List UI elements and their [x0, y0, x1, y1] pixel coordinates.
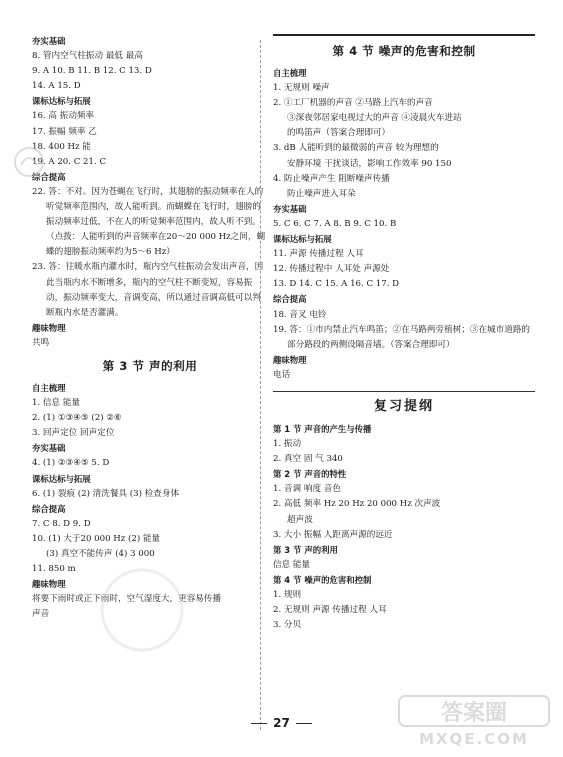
- answer-line: 8. 管内空气柱振动 最低 最高: [32, 51, 143, 62]
- section-heading: 课标达标与拓展: [32, 96, 91, 107]
- answer-line: 2. 真空 固 气 340: [273, 454, 343, 465]
- answer-line: 的鸣笛声（答案合理即可）: [287, 128, 391, 139]
- answer-line: 5. C 6. C 7. A 8. B 9. C 10. B: [273, 218, 397, 229]
- answer-line: 1. 无规则 噪声: [273, 83, 330, 94]
- answer-line: 电话: [273, 369, 291, 380]
- section-heading: 夯实基础: [32, 36, 66, 46]
- answer-line: 2. 无规则 声源 传播过程 人耳: [273, 605, 387, 616]
- left-column: [32, 34, 268, 622]
- section-heading: 课标达标与拓展: [32, 473, 91, 484]
- right-column: [273, 34, 535, 633]
- answer-line: 14. A 15. D: [32, 81, 81, 92]
- section-heading: 第 4 节 噪声的危害和控制: [273, 574, 372, 585]
- stamp-icon: [12, 145, 46, 179]
- answer-line: (3) 真空不能传声 (4) 3 000: [46, 549, 155, 559]
- section-heading: 综合提高: [273, 294, 307, 305]
- answer-line: 2. 高低 频率 Hz 20 Hz 20 000 Hz 次声波: [273, 499, 441, 510]
- answer-line: 1. 信息 能量: [32, 398, 81, 409]
- answer-line: 2. ①工厂机器的声音 ②马路上汽车的声音: [273, 98, 433, 109]
- watermark: [395, 690, 555, 750]
- answer-line: 1. 振动: [273, 439, 302, 450]
- answer-line: 超声波: [287, 514, 313, 525]
- section-heading: 综合提高: [32, 171, 66, 182]
- answer-line: 3. 回声定位 回声定位: [32, 428, 115, 439]
- watermark-sub-text: MXQE.COM: [419, 730, 529, 748]
- chapter-title: 第 3 节 声的利用: [102, 358, 198, 373]
- answer-paragraph: 23. 答：往暖水瓶内灌水时，瓶内空气柱振动会发出声音，因此当瓶内水不断增多，瓶内的空气柱不断变短，容易振动，振动频率变大，音调变高，所以通过音调高低可以判断瓶内水是否灌满。: [32, 262, 264, 318]
- answer-paragraph: 19. 答：①市内禁止汽车鸣笛；②在马路两旁植树；③在城市道路的部分路段的两侧设隔音墙。（答案合理即可）: [273, 324, 531, 350]
- answer-paragraph: 22. 答：不对。因为苍蝇在飞行时，其翅膀的振动频率在人的听觉频率范围内，故人能听到。而蝴蝶在飞行时，翅膀的振动频率过低，不在人的听觉频率范围内，故人听不到。（点拨：人能听到的声音频率在20～20 000 Hz之间，蝴蝶的翅膀振动频率约为5～6 Hz）: [32, 186, 266, 258]
- chapter-title: 第 4 节 噪声的危害和控制: [332, 44, 476, 58]
- answer-line: 将要下雨时或正下雨时，空气湿度大，更容易传播: [32, 594, 222, 605]
- review-outline-title: 复习提纲: [273, 391, 535, 422]
- answer-line: 9. A 10. B 11. B 12. C 13. D: [32, 66, 152, 77]
- answer-line: 3. 大小 振幅 人距离声源的远近: [273, 529, 393, 540]
- answer-line: 13. D 14. C 15. A 16. C 17. D: [273, 279, 400, 290]
- answer-line: 16. 高 振动频率: [32, 111, 95, 122]
- section-heading: 夯实基础: [32, 443, 66, 454]
- section-heading: 第 3 节 声的利用: [273, 544, 338, 555]
- answer-line: 19. A 20. C 21. C: [32, 156, 107, 167]
- answer-line: 4. 防止噪声产生 阻断噪声传播: [273, 173, 390, 184]
- answer-line: 6. (1) 裂痕 (2) 清洗餐具 (3) 检查身体: [32, 488, 180, 499]
- answer-line: 10. (1) 大于20 000 Hz (2) 能量: [32, 533, 161, 544]
- answer-line: 7. C 8. D 9. D: [32, 518, 91, 529]
- answer-line: 18. 400 Hz 能: [32, 141, 91, 152]
- watermark-logo-icon: [395, 690, 555, 750]
- answer-line: 安静环境 干扰谈话，影响工作效率 90 150: [287, 158, 452, 169]
- answer-line: 信息 能量: [273, 559, 311, 570]
- answer-line: 11. 声源 传播过程 人耳: [273, 249, 364, 260]
- answer-line: 2. (1) ①③④⑤ (2) ②⑥: [32, 413, 122, 424]
- watermark-main-text: 答案圈: [440, 701, 508, 726]
- section-heading: 课标达标与拓展: [273, 234, 332, 245]
- answer-line: 11. 850 m: [32, 564, 76, 575]
- answer-line: 防止噪声进入耳朵: [287, 188, 356, 199]
- section-heading: 趣味物理: [273, 354, 307, 365]
- answer-line: ③深夜邻居家电视过大的声音 ④凌晨火车进站: [287, 113, 462, 124]
- answer-line: 共鸣: [32, 337, 50, 348]
- answer-line: 1. 规则: [273, 590, 302, 600]
- answer-line: 12. 传播过程中 人耳处 声源处: [273, 264, 390, 275]
- column-divider: [260, 40, 261, 730]
- answer-line: 4. (1) ②③④⑤ 5. D: [32, 458, 110, 469]
- answer-line: 3. 分贝: [273, 620, 302, 631]
- section-heading: 第 1 节 声音的产生与传播: [273, 423, 372, 434]
- page-number-text: 27: [273, 716, 290, 730]
- faint-logo-icon: [92, 560, 192, 660]
- answer-line: 18. 音叉 电铃: [273, 309, 327, 320]
- section-heading: 自主梳理: [32, 382, 66, 393]
- section-heading: 趣味物理: [32, 579, 66, 590]
- answer-line: 1. 音调 响度 音色: [273, 484, 341, 495]
- section-heading: 趣味物理: [32, 322, 66, 333]
- section-heading: 自主梳理: [273, 68, 307, 78]
- section-heading: 夯实基础: [273, 203, 307, 214]
- answer-line: 声音: [32, 609, 50, 620]
- section-heading: 综合提高: [32, 503, 66, 514]
- answer-line: 3. dB 人能听到的最微弱的声音 较为理想的: [273, 143, 439, 154]
- section-heading: 第 2 节 声音的特性: [273, 469, 347, 480]
- answer-line: 17. 振幅 频率 乙: [32, 126, 97, 137]
